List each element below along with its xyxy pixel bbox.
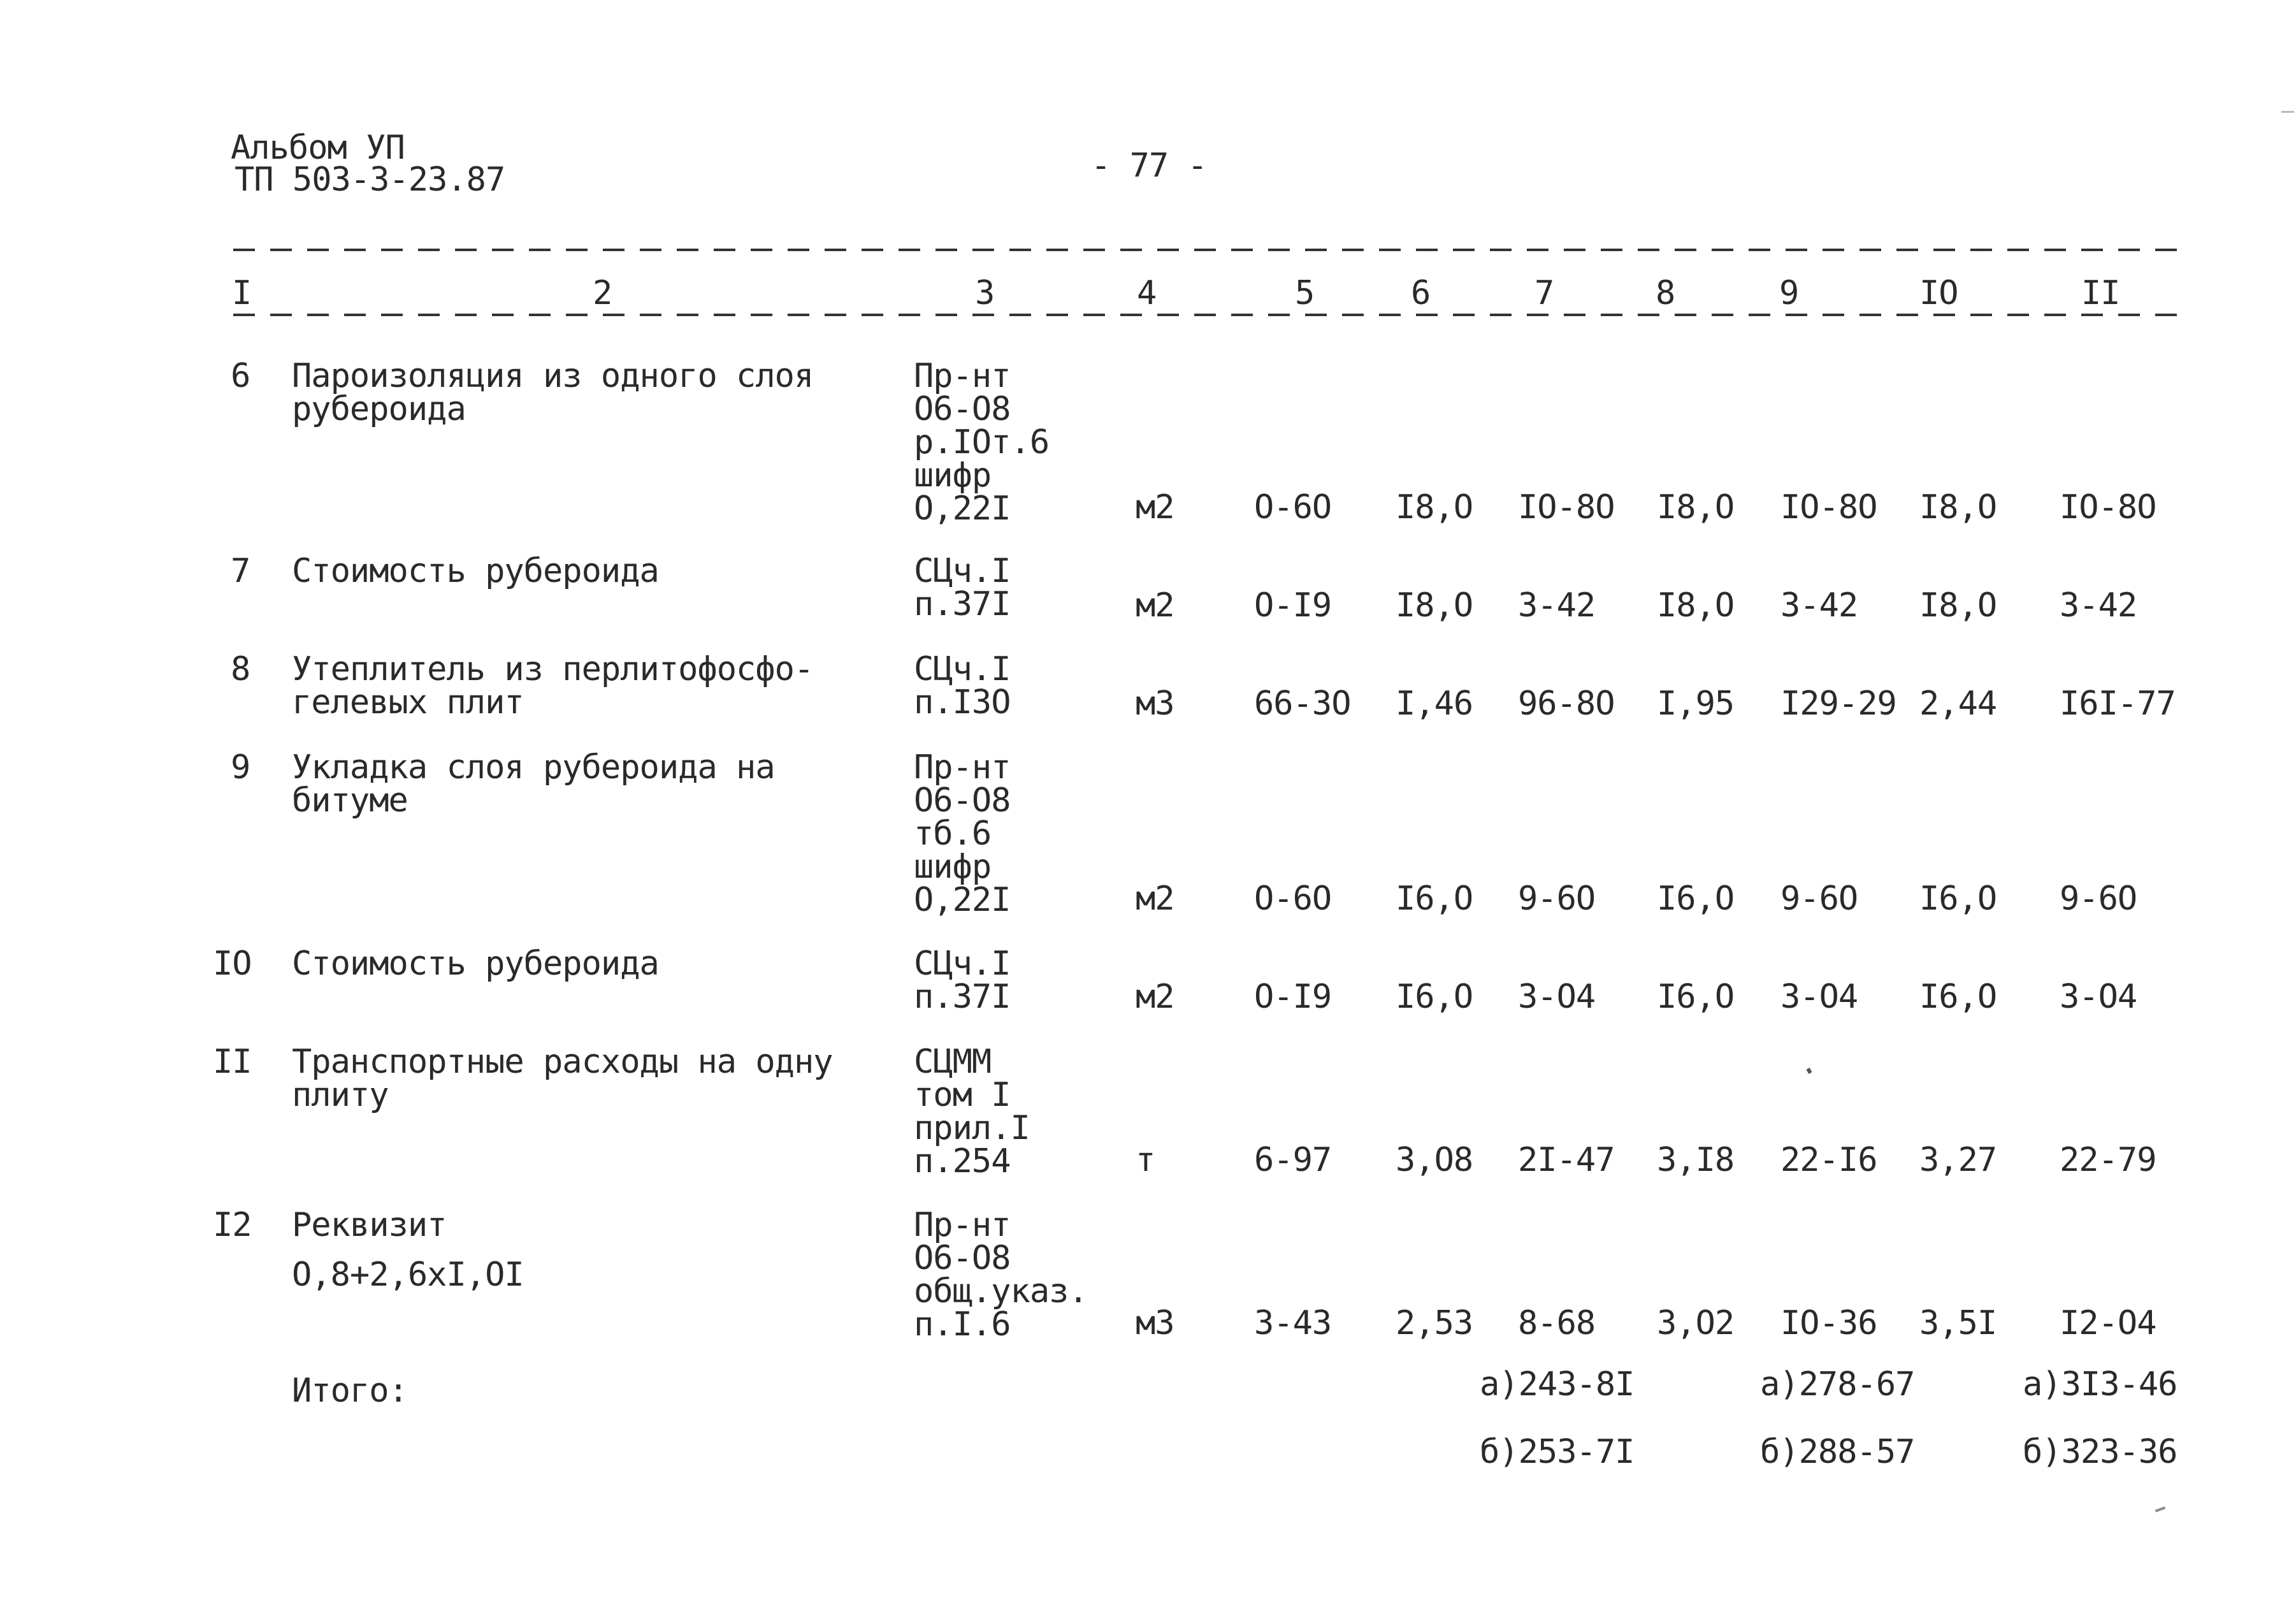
row-sum-3: 22-79	[2060, 1141, 2156, 1179]
row-sum-1: 3-42	[1518, 586, 1596, 625]
row-qty-2: I6,О	[1657, 978, 1735, 1016]
row-sum-3: 3-О4	[2060, 978, 2137, 1016]
row-name: Транспортные расходы на одну плиту	[292, 1043, 833, 1114]
col-no-5: 5	[1295, 274, 1315, 312]
row-name: Пароизоляция из одного слоя рубероида	[292, 357, 814, 428]
row-sum-2: 3-О4	[1780, 978, 1858, 1016]
rule-bottom	[233, 314, 2192, 316]
row-unit: м2	[1136, 488, 1174, 526]
row-sum-3: IО-8О	[2060, 488, 2156, 526]
total-a-variant-1: а)243-8I	[1480, 1365, 1635, 1404]
row-unit: т	[1136, 1141, 1155, 1179]
row-qty-3: 3,5I	[1919, 1304, 1997, 1342]
rule-top	[233, 249, 2192, 251]
row-qty-3: 3,27	[1919, 1141, 1997, 1179]
col-no-11: II	[2081, 274, 2120, 312]
row-sum-1: 8-68	[1518, 1304, 1596, 1342]
row-unit: м3	[1136, 685, 1174, 723]
row-sum-3: 3-42	[2060, 586, 2137, 625]
row-qty-3: I8,О	[1919, 586, 1997, 625]
scan-mark	[1806, 1068, 1812, 1074]
col-no-8: 8	[1656, 274, 1675, 312]
row-unit: м3	[1136, 1304, 1174, 1342]
row-sum-2: 9-6О	[1780, 880, 1858, 918]
row-sum-2: I29-29	[1780, 685, 1896, 723]
row-reference: СЦч.I п.37I	[914, 552, 1011, 623]
row-qty-1: I8,О	[1396, 488, 1473, 526]
album-label: Альбом УП	[231, 129, 405, 167]
row-qty-1: 2,53	[1396, 1304, 1473, 1342]
row-sum-1: IО-8О	[1518, 488, 1615, 526]
row-price: 6-97	[1254, 1141, 1332, 1179]
row-name: Реквизит	[292, 1206, 447, 1244]
row-price: О-6О	[1254, 880, 1332, 918]
row-qty-2: I8,О	[1657, 586, 1735, 625]
col-no-4: 4	[1137, 274, 1157, 312]
row-qty-2: 3,О2	[1657, 1304, 1735, 1342]
row-name: Укладка слоя рубероида на битуме	[292, 748, 775, 820]
row-price: 66-3О	[1254, 685, 1351, 723]
row-reference: СЦч.I п.I3О	[914, 650, 1011, 722]
col-no-10: IO	[1919, 274, 1958, 312]
scan-mark	[2155, 1506, 2165, 1512]
row-sum-1: 3-О4	[1518, 978, 1596, 1016]
row-unit: м2	[1136, 880, 1174, 918]
row-reference: Пр-нт О6-О8 р.IОт.6 шифр О,22I	[914, 357, 1050, 528]
row-qty-2: I8,О	[1657, 488, 1735, 526]
row-number: IО	[213, 945, 252, 983]
row-name: Стоимость рубероида	[292, 945, 659, 983]
row-sum-3: 9-6О	[2060, 880, 2137, 918]
row-number: 9	[231, 748, 250, 787]
total-b-variant-3: б)323-36	[2023, 1433, 2177, 1471]
row-qty-1: I6,О	[1396, 880, 1473, 918]
row-number: 7	[231, 552, 250, 590]
row-price: О-6О	[1254, 488, 1332, 526]
row-qty-1: I8,О	[1396, 586, 1473, 625]
row-qty-1: I,46	[1396, 685, 1473, 723]
row-qty-3: I6,О	[1919, 880, 1997, 918]
row-unit: м2	[1136, 978, 1174, 1016]
row-reference: Пр-нт О6-О8 тб.6 шифр О,22I	[914, 748, 1011, 919]
totals-label: Итого:	[292, 1372, 408, 1410]
row-name: Стоимость рубероида	[292, 552, 659, 590]
project-code: ТП 503-3-23.87	[235, 161, 505, 199]
col-no-9: 9	[1779, 274, 1799, 312]
row-qty-3: I8,О	[1919, 488, 1997, 526]
row-price: О-I9	[1254, 586, 1332, 625]
row-qty-1: I6,О	[1396, 978, 1473, 1016]
row-number: I2	[213, 1206, 252, 1244]
row-sum-1: 9-6О	[1518, 880, 1596, 918]
row-name: Утеплитель из перлитофосфо- гелевых плит	[292, 650, 814, 722]
row-sum-3: I6I-77	[2060, 685, 2176, 723]
row-sum-3: I2-О4	[2060, 1304, 2156, 1342]
row-qty-2: I,95	[1657, 685, 1735, 723]
col-no-7: 7	[1534, 274, 1554, 312]
col-no-1: I	[232, 274, 252, 312]
row-sum-2: IО-36	[1780, 1304, 1877, 1342]
row-qty-2: I6,О	[1657, 880, 1735, 918]
row-sum-2: 22-I6	[1780, 1141, 1877, 1179]
row-reference: СЦММ том I прил.I п.254	[914, 1043, 1030, 1180]
row-qty-3: I6,О	[1919, 978, 1997, 1016]
row-number: II	[213, 1043, 252, 1081]
col-no-3: 3	[975, 274, 995, 312]
row-unit: м2	[1136, 586, 1174, 625]
row-sum-1: 2I-47	[1518, 1141, 1615, 1179]
col-no-2: 2	[593, 274, 612, 312]
row-reference: Пр-нт О6-О8 общ.указ. п.I.6	[914, 1206, 1088, 1344]
col-no-6: 6	[1411, 274, 1431, 312]
row-reference: СЦч.I п.37I	[914, 945, 1011, 1016]
row-qty-3: 2,44	[1919, 685, 1997, 723]
row-qty-1: 3,О8	[1396, 1141, 1473, 1179]
row-sum-1: 96-8О	[1518, 685, 1615, 723]
page-number: - 77 -	[1091, 147, 1207, 185]
total-a-variant-3: а)3I3-46	[2023, 1365, 2177, 1404]
total-b-variant-1: б)253-7I	[1480, 1433, 1635, 1471]
row-price: 3-43	[1254, 1304, 1332, 1342]
row-number: 6	[231, 357, 250, 395]
total-b-variant-2: б)288-57	[1760, 1433, 1915, 1471]
row-formula: О,8+2,6хI,ОI	[292, 1256, 524, 1294]
row-number: 8	[231, 650, 250, 688]
scan-mark	[2281, 111, 2294, 113]
row-price: О-I9	[1254, 978, 1332, 1016]
row-qty-2: 3,I8	[1657, 1141, 1735, 1179]
row-sum-2: IО-8О	[1780, 488, 1877, 526]
total-a-variant-2: а)278-67	[1760, 1365, 1915, 1404]
row-sum-2: 3-42	[1780, 586, 1858, 625]
